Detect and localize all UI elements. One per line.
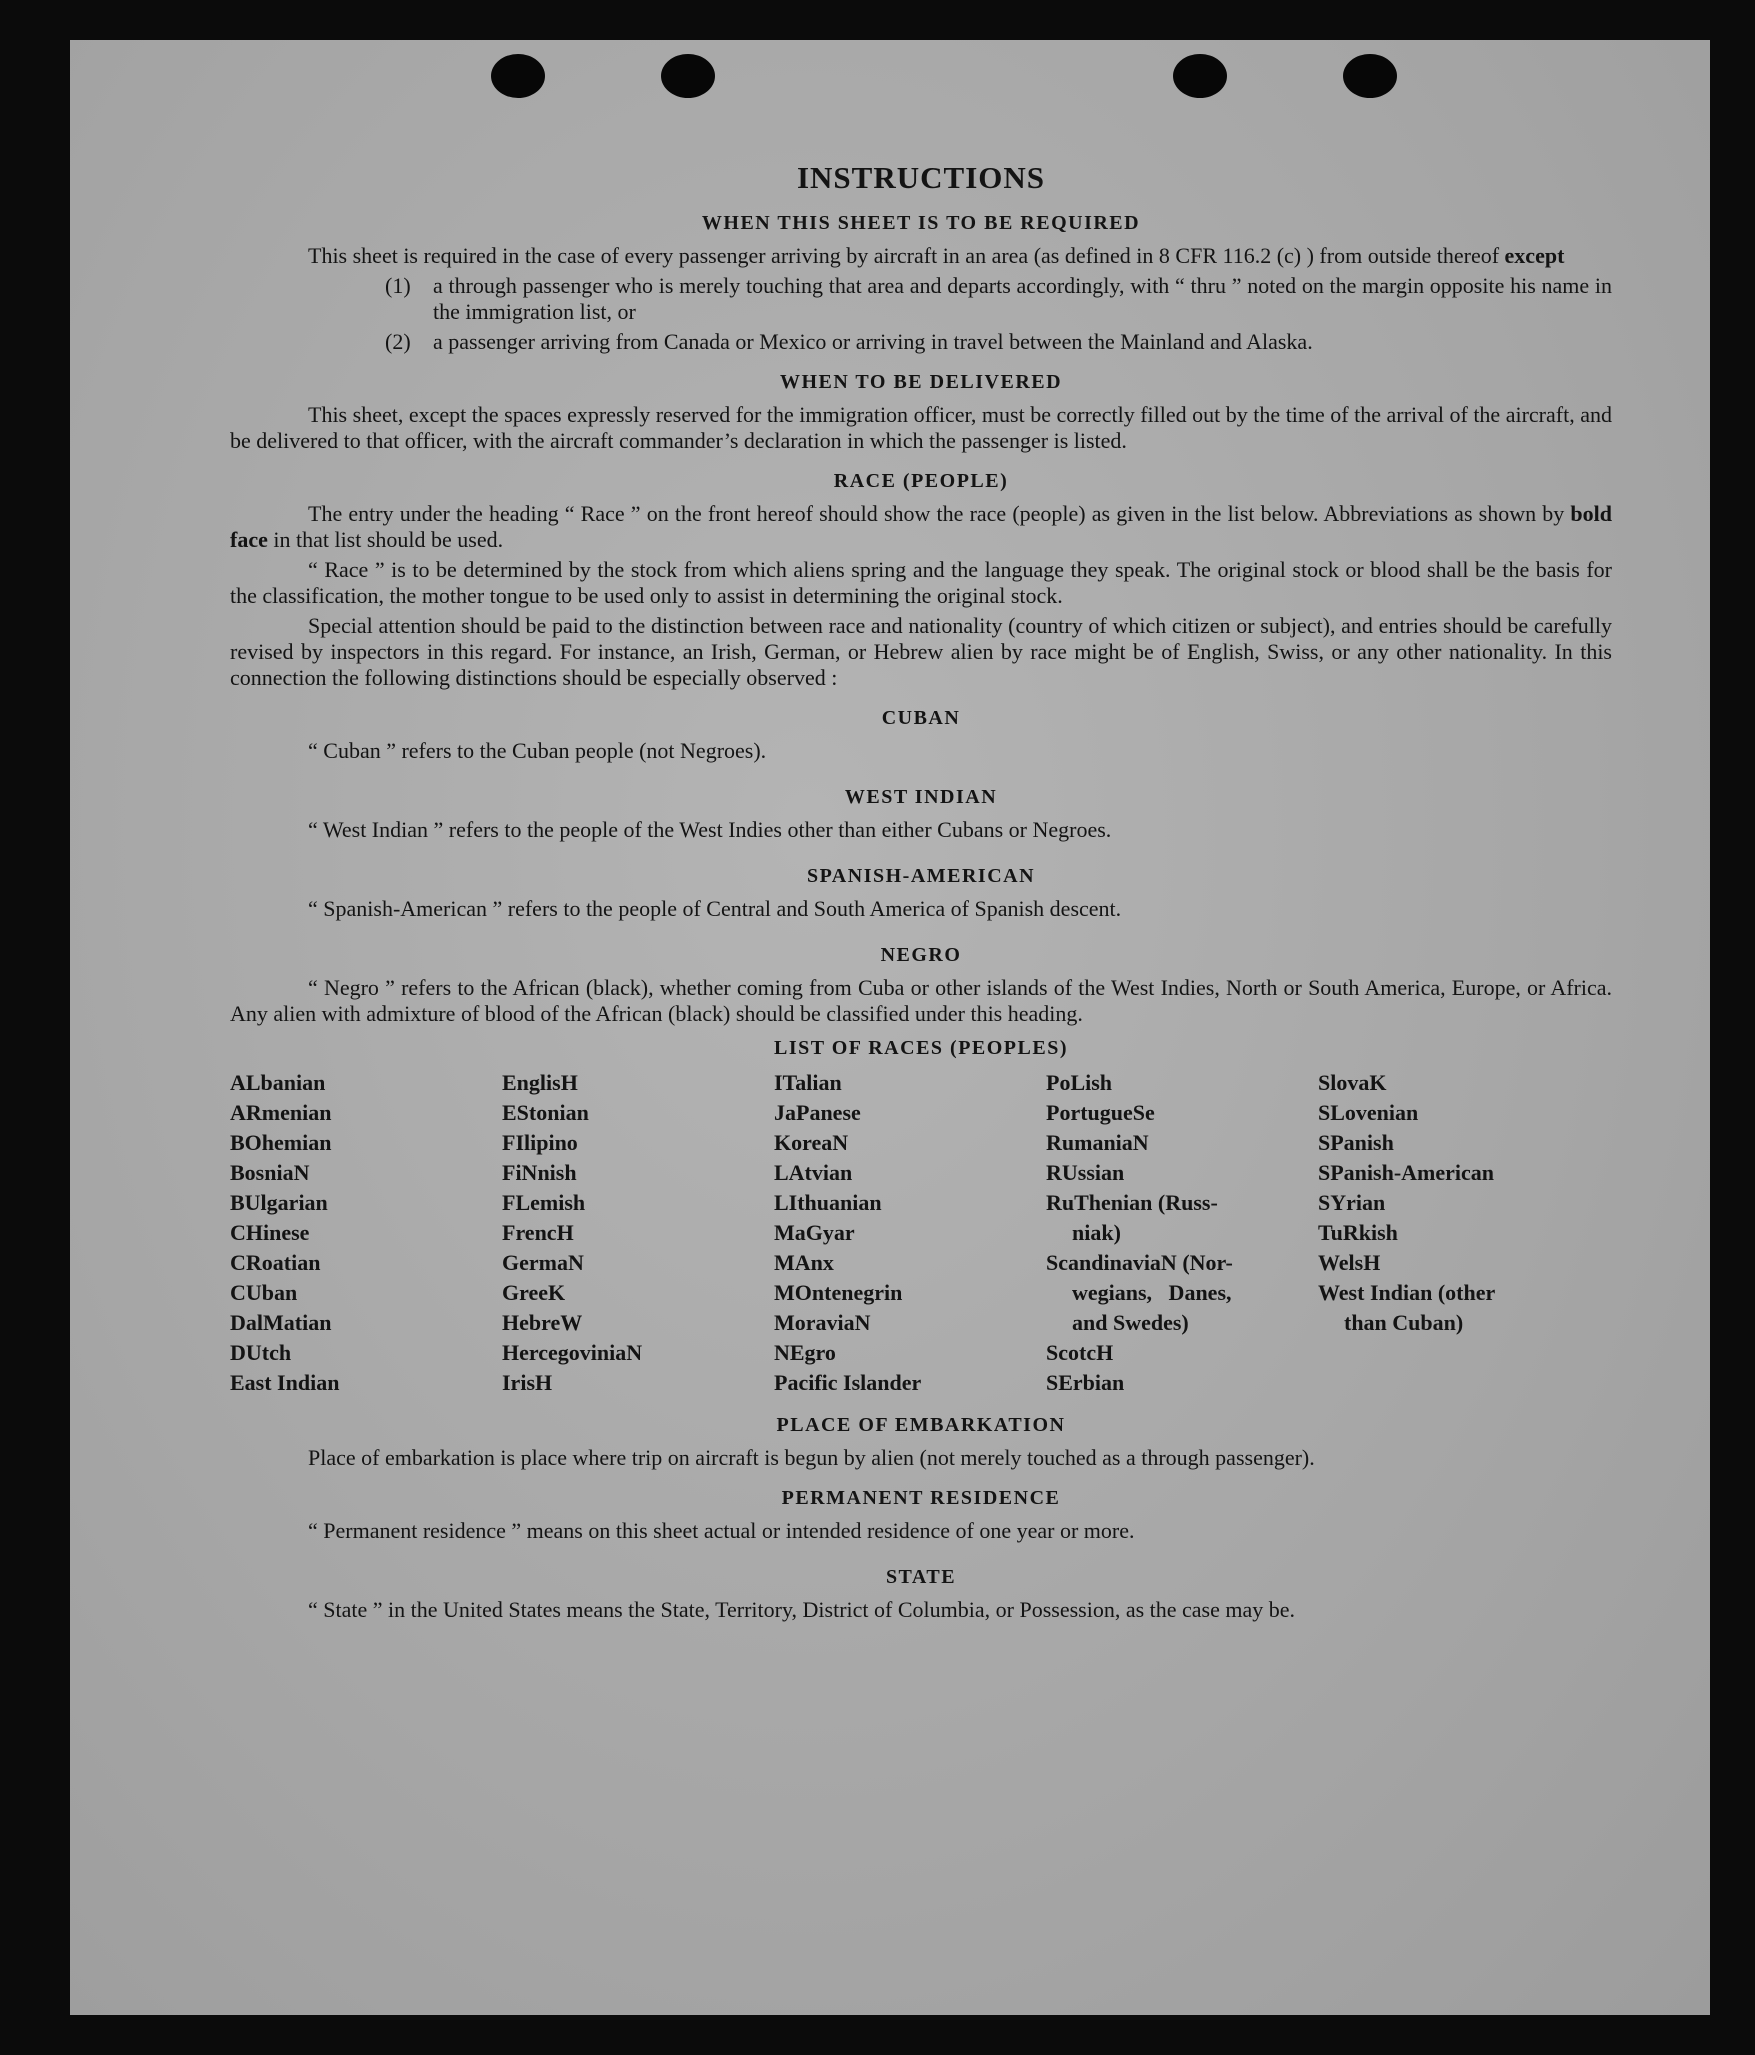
race-entry: MOntenegrin <box>774 1280 903 1305</box>
section-heading-required: WHEN THIS SHEET IS TO BE REQUIRED <box>701 212 1141 234</box>
race-entry: East Indian <box>230 1370 340 1395</box>
section-heading-race: RACE (PEOPLE) <box>833 470 1009 492</box>
delivered-text: This sheet, except the spaces expressly reserved for the immigration officer, must be correctly filled out by the time of the arrival of the aircraft, and be delivered to that officer, with the aircraft commander’s declaration in which the passenger is listed. <box>230 402 1612 453</box>
race-entry: than Cuban) <box>1344 1310 1464 1335</box>
race-entry: ALbanian <box>230 1070 326 1095</box>
punch-hole <box>1173 54 1227 98</box>
race-entry: FiNnish <box>502 1160 577 1185</box>
cuban-text: “ Cuban ” refers to the Cuban people (not Negroes). <box>308 738 767 763</box>
section-heading-cuban: CUBAN <box>881 707 961 729</box>
race-entry: DUtch <box>230 1340 292 1365</box>
race-entry: ScotcH <box>1046 1340 1114 1365</box>
race-paragraph-2: “ Race ” is to be determined by the stock from which aliens spring and the language they speak. The original stock or blood shall be the basis for the classification, the mother tongue to be used only to assist in determining the original stock. <box>230 557 1612 608</box>
race-entry: and Swedes) <box>1072 1310 1189 1335</box>
punch-hole <box>491 54 545 98</box>
race-entry: RumaniaN <box>1046 1130 1149 1155</box>
race-paragraph-1: The entry under the heading “ Race ” on the front hereof should show the race (people) as given in the list below. Abbreviations as shown by bold face in that list should be used. <box>230 501 1612 552</box>
race-entry: BosniaN <box>230 1160 310 1185</box>
race-entry: niak) <box>1072 1220 1121 1245</box>
section-heading-west-indian: WEST INDIAN <box>844 786 998 808</box>
section-heading-list-of-races: LIST OF RACES (PEOPLES) <box>773 1037 1068 1059</box>
races-column <box>502 1068 774 1398</box>
race-entry: SErbian <box>1046 1370 1125 1395</box>
residence-text: “ Permanent residence ” means on this sheet actual or intended residence of one year or more. <box>308 1518 1135 1543</box>
races-column <box>1046 1068 1318 1398</box>
race-entry: LIthuanian <box>774 1190 882 1215</box>
race-entry: JaPanese <box>774 1100 861 1125</box>
race-entry: ITalian <box>774 1070 842 1095</box>
race-entry: MAnx <box>774 1250 834 1275</box>
section-heading-spanish-american: SPANISH-AMERICAN <box>806 865 1036 887</box>
punch-hole <box>1343 54 1397 98</box>
required-item-2: (2) a passenger arriving from Canada or Mexico or arriving in travel between the Mainland and Alaska. <box>385 329 1313 354</box>
section-heading-negro: NEGRO <box>880 944 962 966</box>
races-column <box>1318 1068 1612 1398</box>
race-entry: KoreaN <box>774 1130 849 1155</box>
race-entry: WelsH <box>1318 1250 1381 1275</box>
race-entry: RUssian <box>1046 1160 1125 1185</box>
section-heading-delivered: WHEN TO BE DELIVERED <box>779 371 1063 393</box>
race-entry: DalMatian <box>230 1310 332 1335</box>
required-intro: This sheet is required in the case of every passenger arriving by aircraft in an area (as defined in 8 CFR 116.2 (c) ) from outside thereof except <box>308 243 1565 268</box>
race-entry: FLemish <box>502 1190 586 1215</box>
section-heading-embarkation: PLACE OF EMBARKATION <box>776 1414 1066 1436</box>
race-entry: RuThenian (Russ- <box>1046 1190 1218 1215</box>
section-heading-state: STATE <box>885 1566 957 1588</box>
race-entry: BUlgarian <box>230 1190 328 1215</box>
race-entry: HebreW <box>502 1310 583 1335</box>
race-entry: ScandinaviaN (Nor- <box>1046 1250 1233 1275</box>
state-text: “ State ” in the United States means the State, Territory, District of Columbia, or Possession, as the case may be. <box>308 1597 1296 1622</box>
race-entry: SlovaK <box>1318 1070 1387 1095</box>
race-entry: MoraviaN <box>774 1310 871 1335</box>
races-list <box>230 1068 1612 1398</box>
race-entry: BOhemian <box>230 1130 332 1155</box>
race-entry: Pacific Islander <box>774 1370 922 1395</box>
race-entry: TuRkish <box>1318 1220 1398 1245</box>
west-indian-text: “ West Indian ” refers to the people of the West Indies other than either Cubans or Negroes. <box>308 817 1112 842</box>
race-entry: SPanish <box>1318 1130 1394 1155</box>
race-entry: CRoatian <box>230 1250 321 1275</box>
spanish-american-text: “ Spanish-American ” refers to the people of Central and South America of Spanish descent. <box>308 896 1122 921</box>
race-entry: EnglisH <box>502 1070 578 1095</box>
race-entry: wegians, Danes, <box>1072 1280 1232 1305</box>
races-column <box>230 1068 502 1398</box>
section-heading-residence: PERMANENT RESIDENCE <box>781 1487 1061 1509</box>
required-intro-except: except <box>1504 243 1565 268</box>
race-paragraph-3: Special attention should be paid to the distinction between race and nationality (country of which citizen or subject), and entries should be carefully revised by inspectors in this regard. For instance, an Irish, German, or Hebrew alien by race might be of English, Swiss, or any other nationality. In this connection the following distinctions should be especially observed : <box>230 613 1612 690</box>
race-entry: SYrian <box>1318 1190 1386 1215</box>
race-entry: MaGyar <box>774 1220 855 1245</box>
race-entry: West Indian (other <box>1318 1280 1496 1305</box>
race-entry: SLovenian <box>1318 1100 1419 1125</box>
race-entry: FrencH <box>502 1220 574 1245</box>
race-entry: GermaN <box>502 1250 584 1275</box>
race-entry: SPanish-American <box>1318 1160 1494 1185</box>
required-item-1: (1) a through passenger who is merely touching that area and departs accordingly, with “ thru ” noted on the margin opposite his name in the immigration list, or <box>385 273 1612 324</box>
instructions-content <box>230 160 1612 1627</box>
document-page <box>70 40 1710 2015</box>
race-entry: IrisH <box>502 1370 553 1395</box>
race-entry: FIlipino <box>502 1130 578 1155</box>
page-title: INSTRUCTIONS <box>796 160 1045 195</box>
races-column <box>774 1068 1046 1398</box>
race-entry: CUban <box>230 1280 298 1305</box>
race-entry: GreeK <box>502 1280 566 1305</box>
negro-text: “ Negro ” refers to the African (black), whether coming from Cuba or other islands of the West Indies, North or South America, Europe, or Africa. Any alien with admixture of blood of the African (black) should be classified under this heading. <box>230 975 1612 1026</box>
race-entry: EStonian <box>502 1100 589 1125</box>
race-entry: NEgro <box>774 1340 836 1365</box>
race-entry: LAtvian <box>774 1160 853 1185</box>
race-entry: PoLish <box>1046 1070 1113 1095</box>
race-entry: CHinese <box>230 1220 310 1245</box>
race-entry: HercegoviniaN <box>502 1340 643 1365</box>
embarkation-text: Place of embarkation is place where trip on aircraft is begun by alien (not merely touched as a through passenger). <box>308 1445 1315 1470</box>
race-entry: PortugueSe <box>1046 1100 1155 1125</box>
punch-hole <box>661 54 715 98</box>
race-entry: ARmenian <box>230 1100 332 1125</box>
